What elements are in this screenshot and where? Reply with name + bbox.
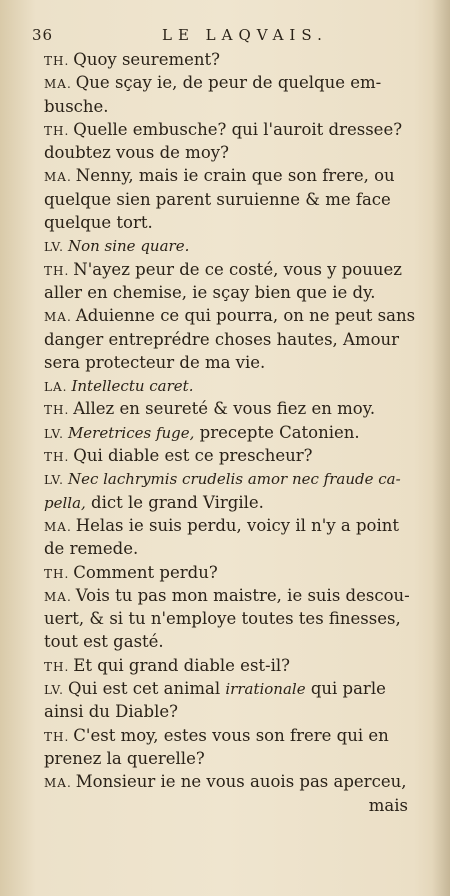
text-line	[44, 164, 430, 187]
text-line	[44, 561, 430, 584]
speaker-abbrev: LV.	[44, 473, 64, 488]
line-text: prenez la querelle?	[44, 748, 205, 768]
line-text: qui parle	[305, 679, 386, 699]
line-text: danger entreprédre choses hautes, Amour	[44, 329, 400, 349]
text-line	[44, 584, 430, 607]
latin-quote: Nec lachrymis crudelis amor nec fraude ca-	[67, 470, 401, 489]
line-text: N'ayez peur de ce costé, vous y pouuez	[73, 259, 402, 279]
line-text: Allez en seureté & vous fiez en moy.	[73, 399, 376, 419]
line-text: Quelle embusche? qui l'auroit dressee?	[73, 119, 403, 139]
speaker-abbrev: TH.	[44, 659, 70, 674]
line-text: quelque sien parent suruienne & me face	[44, 189, 391, 209]
speaker-abbrev: TH.	[44, 729, 70, 744]
line-text: Quoy seurement?	[73, 50, 220, 69]
line-text: Qui diable est ce prescheur?	[73, 446, 313, 466]
line-text: Et qui grand diable est-il?	[73, 655, 291, 675]
speaker-abbrev: TH.	[44, 263, 70, 278]
running-header	[32, 26, 432, 48]
line-text: Monsieur ie ne vous auois pas aperceu,	[75, 772, 407, 792]
text-line	[44, 211, 430, 234]
text-line	[44, 48, 430, 71]
line-text: Vois tu pas mon maistre, ie suis descou-	[75, 585, 410, 605]
latin-quote: Intellectu caret.	[71, 377, 194, 396]
text-line	[44, 794, 430, 817]
line-text: Comment perdu?	[73, 562, 218, 582]
text-line	[44, 351, 430, 374]
line-text: uert, & si tu n'employe toutes tes finesses,	[44, 609, 401, 629]
line-text: dict le grand Virgile.	[85, 492, 264, 512]
line-text: aller en chemise, ie sçay bien que ie dy.	[44, 282, 376, 302]
latin-quote: Meretrices fuge,	[67, 423, 195, 442]
line-text: C'est moy, estes vous son frere qui en	[73, 725, 389, 745]
speaker-abbrev: MA.	[44, 170, 72, 185]
speaker-abbrev: MA.	[44, 589, 72, 604]
text-line	[44, 374, 430, 397]
text-line	[44, 304, 430, 327]
text-line	[44, 677, 430, 700]
text-line	[44, 747, 430, 770]
line-text: Nenny, mais ie crain que son frere, ou	[75, 166, 395, 186]
line-text: mais	[368, 795, 408, 815]
text-line	[44, 630, 430, 653]
text-line	[44, 258, 430, 281]
speaker-abbrev: MA.	[44, 310, 72, 325]
dialogue-text	[44, 48, 430, 817]
line-text: Qui est cet animal	[67, 679, 226, 699]
text-line	[44, 700, 430, 723]
speaker-abbrev: LA.	[44, 380, 68, 395]
line-text: quelque tort.	[44, 213, 153, 233]
text-line	[44, 328, 430, 351]
speaker-abbrev: MA.	[44, 519, 72, 534]
text-line	[44, 188, 430, 211]
speaker-abbrev: LV.	[44, 240, 64, 255]
line-text: Helas ie suis perdu, voicy il n'y a point	[75, 515, 400, 535]
speaker-abbrev: TH.	[44, 403, 70, 418]
line-text: Aduienne ce qui pourra, on ne peut sans	[75, 306, 416, 326]
line-text: precepte Catonien.	[194, 422, 360, 442]
text-line	[44, 491, 430, 514]
latin-quote: irrationale	[225, 680, 306, 699]
text-line	[44, 607, 430, 630]
text-line	[44, 95, 430, 118]
text-line	[44, 724, 430, 747]
speaker-abbrev: TH.	[44, 566, 70, 581]
latin-quote: pella,	[44, 493, 86, 512]
text-line	[44, 654, 430, 677]
line-text: ainsi du Diable?	[44, 702, 178, 722]
text-line	[44, 397, 430, 420]
speaker-abbrev: LV.	[44, 426, 64, 441]
text-line	[44, 141, 430, 164]
speaker-abbrev: TH.	[44, 123, 70, 138]
text-line	[44, 71, 430, 94]
text-line	[44, 770, 430, 793]
speaker-abbrev: TH.	[44, 450, 70, 465]
running-title: LE LAQVAIS.	[162, 26, 328, 44]
line-text: tout est gasté.	[44, 632, 164, 652]
text-line	[44, 281, 430, 304]
text-line	[44, 118, 430, 141]
line-text: de remede.	[44, 539, 139, 559]
text-line	[44, 444, 430, 467]
speaker-abbrev: MA.	[44, 77, 72, 92]
text-line	[44, 234, 430, 257]
page-number: 36	[32, 26, 54, 44]
latin-quote: Non sine quare.	[67, 237, 190, 256]
speaker-abbrev: TH.	[44, 54, 70, 68]
line-text: busche.	[44, 96, 109, 116]
line-text: doubtez vous de moy?	[44, 143, 229, 163]
text-line	[44, 514, 430, 537]
text-line	[44, 421, 430, 444]
text-line	[44, 467, 430, 490]
line-text: sera protecteur de ma vie.	[44, 352, 266, 372]
speaker-abbrev: LV.	[44, 683, 64, 698]
line-text: Que sçay ie, de peur de quelque em-	[75, 73, 382, 93]
speaker-abbrev: MA.	[44, 776, 72, 791]
text-line	[44, 537, 430, 560]
gutter-shadow	[432, 0, 450, 896]
